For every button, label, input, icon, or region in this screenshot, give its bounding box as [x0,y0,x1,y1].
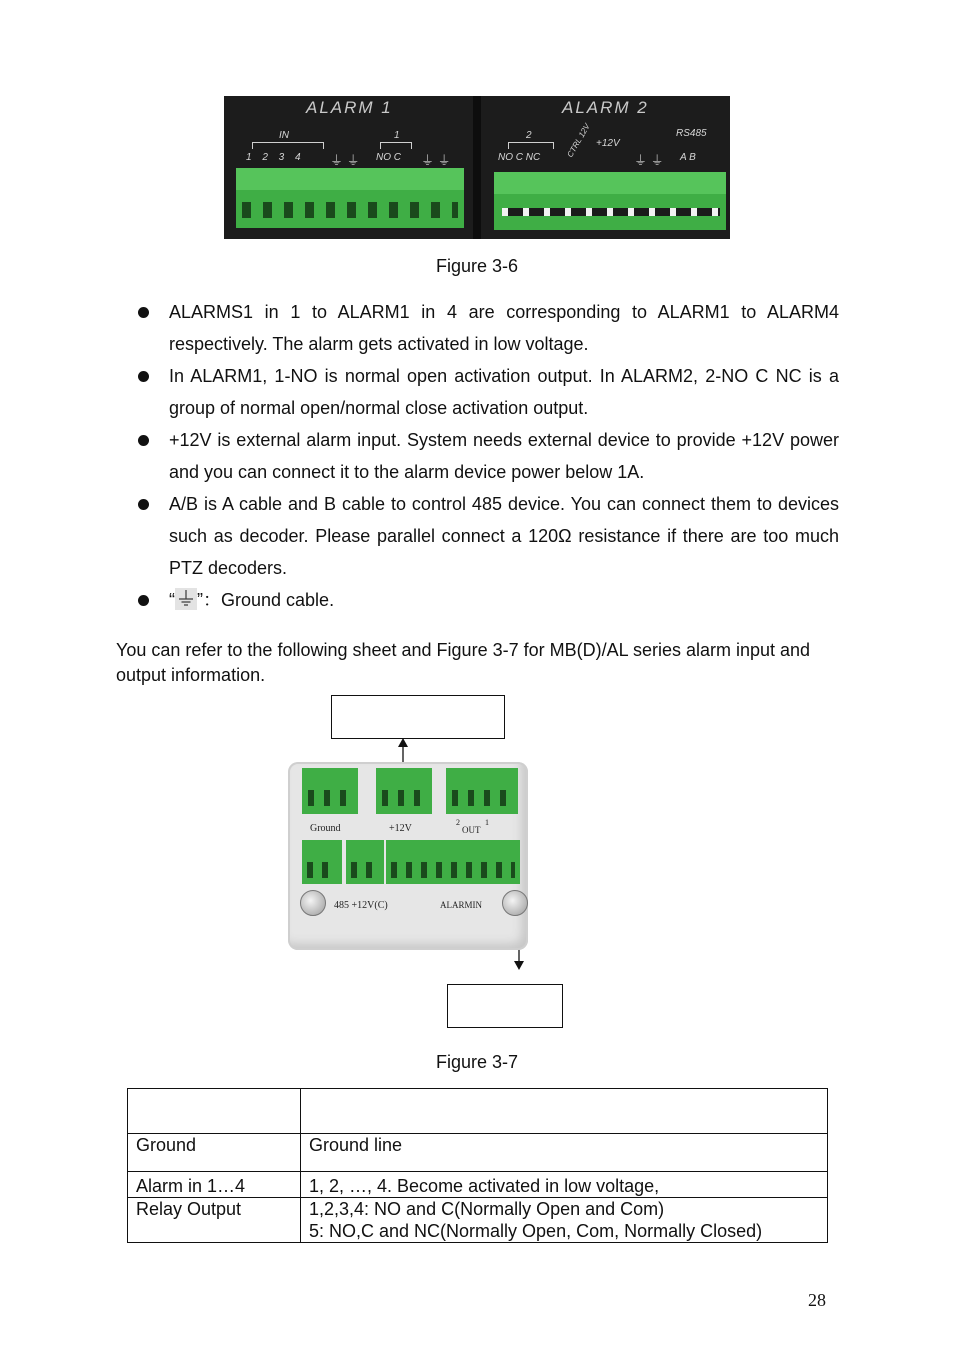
figure-3-7-caption: Figure 3-7 [435,1052,519,1072]
table-cell-name: Alarm in 1…4 [128,1172,301,1198]
table-header-cell [301,1089,828,1134]
table-header-row [128,1089,828,1134]
v12-terminal [376,768,432,814]
top-callout-box [331,695,505,739]
table-row [128,1134,828,1172]
v12-label: +12V [596,138,620,149]
ground-terminal [302,768,358,814]
intro-paragraph: You can refer to the following sheet and Figure 3-7 for MB(D)/AL series alarm input and output information. [116,640,811,685]
bullet-item: In ALARM1, 1-NO is normal open activation output. In ALARM2, 2-NO C NC is a group of normal open/normal close activation output. [135,360,839,424]
table-cell-desc: 1, 2, …, 4. Become activated in low voltage, [301,1172,828,1198]
v12-label: +12V [389,823,412,834]
bullet-dot-icon [138,435,149,446]
ground-icons-alarm1-b: ⏚ ⏚ [421,153,451,168]
relay2-bracket [508,142,554,149]
bullet-item: A/B is A cable and B cable to control 485 device. You can connect them to devices such as decoder. Please parallel connect a 120Ω resistance if there are too much PTZ decoders. [135,488,839,584]
alarm2-relay-pins: NO C NC [498,152,541,163]
alarm1-label: ALARM 1 [306,98,393,117]
table-cell-desc-line2: 5: NO,C and NC(Normally Open, Com, Normally Closed) [309,1221,763,1241]
right-screw-icon [502,890,528,916]
in-bracket [252,142,324,149]
alarm-module-photo [288,762,530,952]
alarm1-in-label: IN [279,130,289,141]
alarmin-label: ALARMIN [440,900,482,910]
ctrl-12v-label: CTRL 12V [565,122,592,159]
table-cell-desc [301,1198,828,1243]
panel-divider [473,96,481,239]
alarm1-relay-pins: NO C [376,152,401,163]
table-header-cell [128,1089,301,1134]
alarm-terminal-photo [224,96,730,239]
bullet-item-ground: “ ”：Ground cable. [135,584,839,616]
rs485-terminal [302,840,342,884]
table-cell-name: Relay Output [128,1198,301,1243]
table-cell-desc-line1: 1,2,3,4: NO and C(Normally Open and Com) [309,1199,665,1219]
bullet-item: ALARMS1 in 1 to ALARM1 in 4 are corresponding to ALARM1 to ALARM4 respectively. The alarm gets activated in low voltage. [135,296,839,360]
bullet-dot-icon [138,371,149,382]
bullet-dot-icon [138,499,149,510]
page-number: 28 [808,1290,826,1310]
table-row [128,1198,828,1243]
bullet-list [135,296,839,616]
alarm2-label: ALARM 2 [562,98,649,117]
out-num-2: 2 [456,818,460,827]
relay1-bracket [380,142,412,149]
io-spec-table [127,1088,828,1243]
ground-symbol-icon [175,588,197,610]
bullet-dot-icon [138,307,149,318]
alarmin-terminal [386,840,520,884]
rs485-v12c-label: 485 +12V(C) [334,900,388,911]
figure-3-6-caption: Figure 3-6 [435,256,519,276]
alarm1-in-pins: 1 2 3 4 [246,152,305,163]
left-screw-icon [300,890,326,916]
v12c-terminal [346,840,384,884]
bullet-item: +12V is external alarm input. System needs external device to provide +12V power and you can connect it to the alarm device power below 1A. [135,424,839,488]
bullet-dot-icon [138,595,149,606]
ground-label: Ground [310,823,341,834]
ab-label: A B [680,152,696,163]
table-cell-name: Ground [128,1134,301,1172]
out-terminal [446,768,518,814]
alarm1-terminal-block [236,168,464,228]
alarm2-terminal-block [494,172,726,230]
table-cell-desc: Ground line [301,1134,828,1172]
ground-icons-alarm1: ⏚ ⏚ [330,153,360,168]
ground-icons-alarm2: ⏚ ⏚ [634,153,664,168]
out-label: OUT [462,825,481,835]
alarm2-relay-num: 2 [526,130,532,141]
table-row [128,1172,828,1198]
alarm1-relay-num: 1 [394,130,400,141]
rs485-label: RS485 [676,128,707,139]
bottom-callout-box [447,984,563,1028]
out-num-1: 1 [485,818,489,827]
